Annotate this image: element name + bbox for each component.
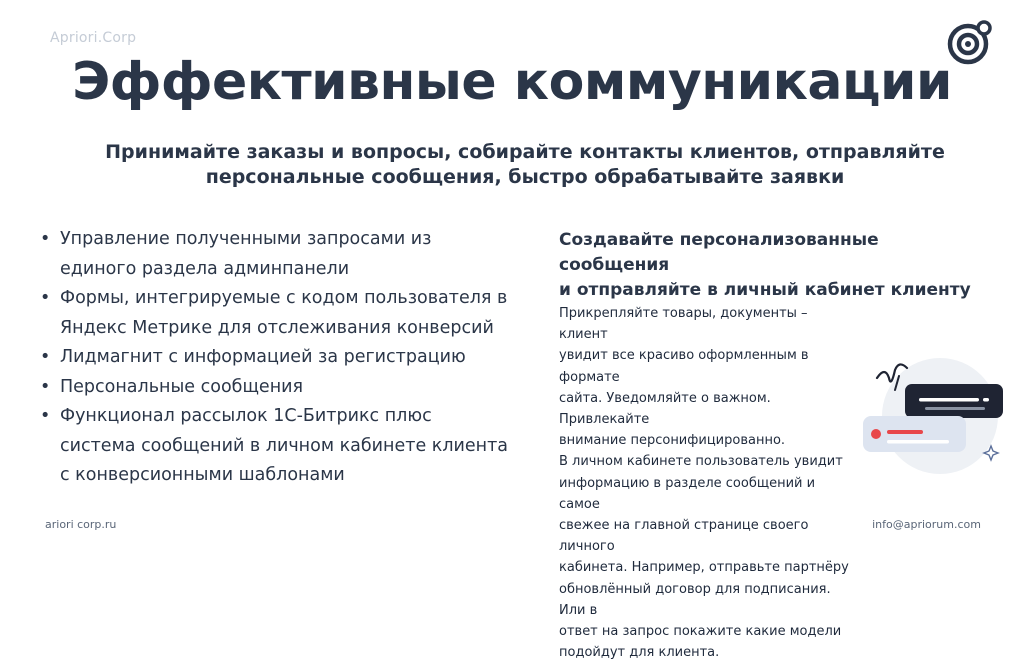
description-line: кабинета. Например, отправьте партнёру	[559, 560, 849, 576]
feature-item: • Формы, интегрируемые с кодом пользователя в Яндекс Метрике для отслеживания конверсий	[40, 284, 510, 343]
description-line: свежее на главной странице своего личного	[559, 518, 809, 555]
description-line: увидит все красиво оформленным в формате	[559, 348, 809, 385]
messages-heading	[559, 228, 979, 303]
heading-line: Создавайте персонализованные сообщения	[559, 230, 879, 275]
email-link[interactable]: info@apriorum.com	[872, 518, 981, 531]
description-line: обновлённый договор для подписания. Или в	[559, 581, 831, 618]
brand-name: Apriori.Corp	[50, 30, 137, 46]
subtitle-line: персональные сообщения, быстро обрабатывайте заявки	[205, 166, 845, 188]
feature-item: • Функционал рассылок 1С-Битрикс плюс система сообщений в личном кабинете клиента с конверсионными шаблонами	[40, 402, 510, 491]
description-line: В личном кабинете пользователь увидит	[559, 454, 843, 470]
description-line: Прикрепляйте товары, документы – клиент	[559, 306, 808, 343]
description-line: внимание персонифицированно.	[559, 433, 786, 449]
description-line: ответ на запрос покажите какие модели	[559, 624, 842, 640]
description-line: информацию в разделе сообщений и самое	[559, 475, 816, 512]
feature-item: • Лидмагнит с информацией за регистрацию	[40, 343, 510, 373]
subtitle-line: Принимайте заказы и вопросы, собирайте контакты клиентов, отправляйте	[105, 141, 945, 163]
heading-line: и отправляйте в личный кабинет клиенту	[559, 280, 971, 300]
feature-list	[40, 225, 510, 491]
feature-item: • Персональные сообщения	[40, 373, 510, 403]
feature-item: • Управление полученными запросами из единого раздела админпанели	[40, 225, 510, 284]
chat-messages-illustration-icon	[855, 348, 1005, 478]
description-line: подойдут для клиента.	[559, 645, 720, 661]
description-line: сайта. Уведомляйте о важном. Привлекайте	[559, 390, 771, 428]
website-link[interactable]: ariori corp.ru	[45, 518, 117, 531]
messages-description	[559, 303, 859, 663]
page-title: Эффективные коммуникации	[72, 52, 952, 112]
page-subtitle	[100, 140, 950, 190]
